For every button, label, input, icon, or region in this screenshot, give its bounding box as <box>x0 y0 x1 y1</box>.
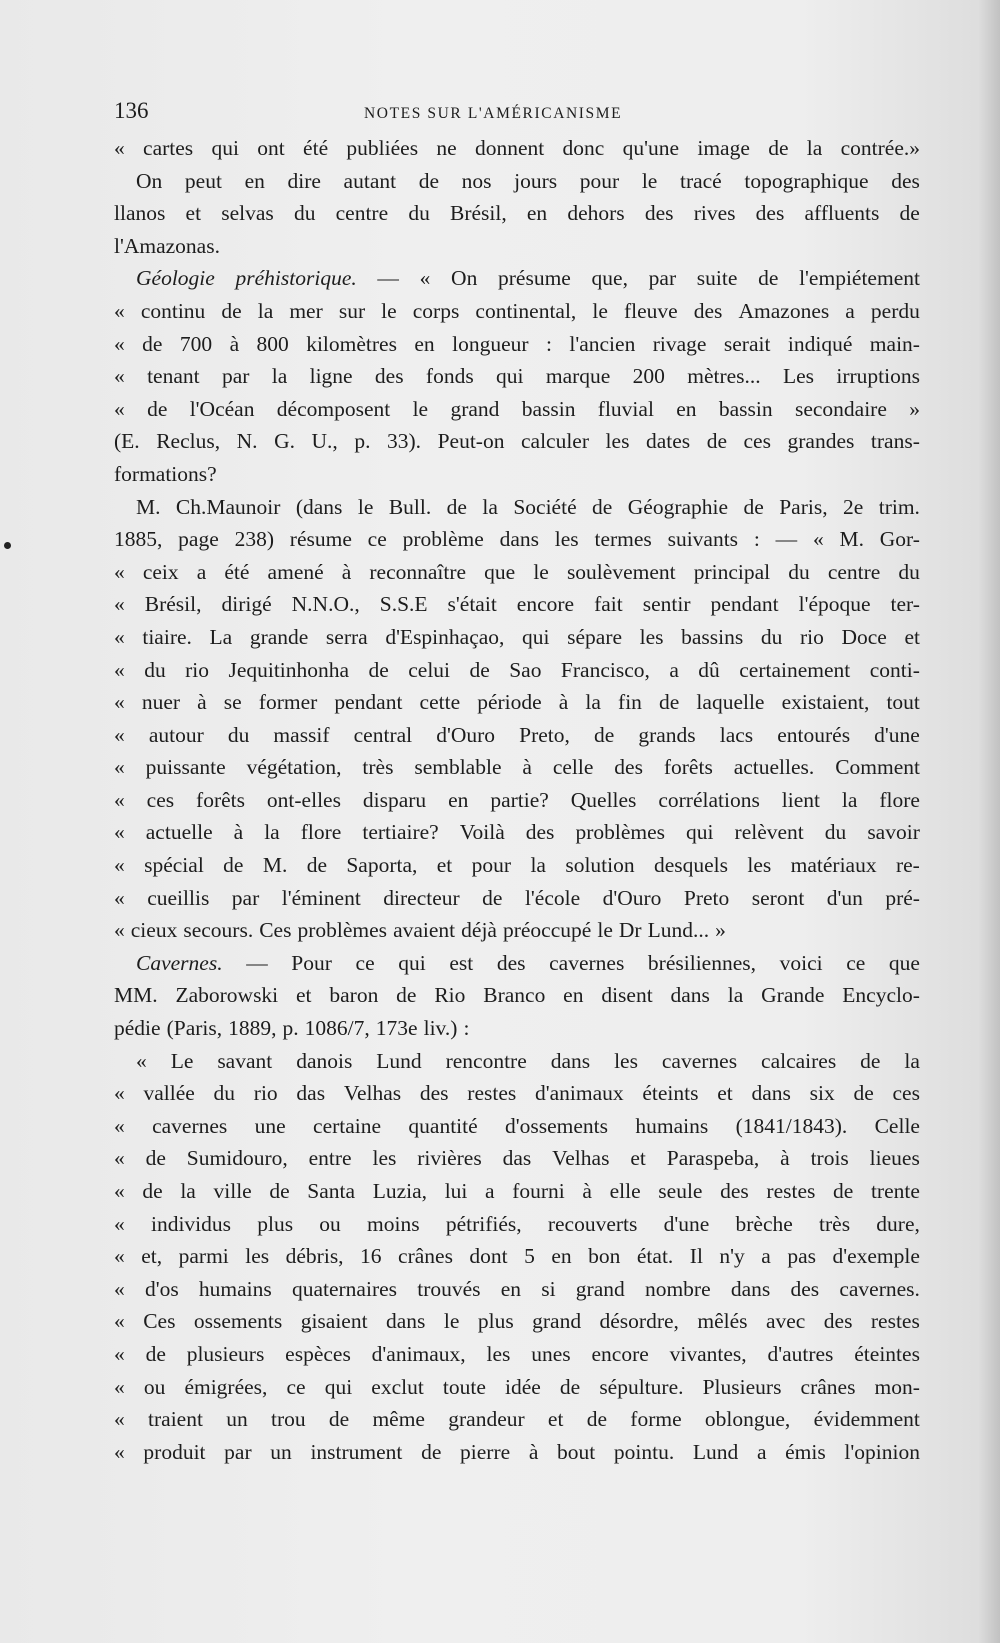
running-title: NOTES SUR L'AMÉRICANISME <box>364 105 623 122</box>
text-line: « cueillis par l'éminent directeur de l'école d'Ouro Preto seront d'un pré- <box>114 885 920 910</box>
running-head <box>114 98 920 128</box>
text-line: M. Ch.Maunoir (dans le Bull. de la Société de Géographie de Paris, 2e trim. <box>136 494 920 519</box>
text-line: « de Sumidouro, entre les rivières das Velhas et Paraspeba, à trois lieues <box>114 1146 920 1171</box>
text-line: « du rio Jequitinhonha de celui de Sao Francisco, a dû certainement conti- <box>114 657 920 682</box>
text-line: « de l'Océan décomposent le grand bassin fluvial en bassin secondaire » <box>114 396 920 421</box>
text-line: Géologie préhistorique. — « On présume que, par suite de l'empiétement <box>136 266 920 291</box>
text-line: MM. Zaborowski et baron de Rio Branco en disent dans la Grande Encyclo- <box>114 983 920 1008</box>
text-line: pédie (Paris, 1889, p. 1086/7, 173e liv.) : <box>114 1016 470 1041</box>
page-edge-shadow <box>978 0 1000 1643</box>
text-line: « Ces ossements gisaient dans le plus grand désordre, mêlés avec des restes <box>114 1309 920 1334</box>
text-line: « de 700 à 800 kilomètres en longueur : l'ancien rivage serait indiqué main- <box>114 331 920 356</box>
text-line: « tenant par la ligne des fonds qui marque 200 mètres... Les irruptions <box>114 364 920 389</box>
text-line: « de la ville de Santa Luzia, lui a fourni à elle seule des restes de trente <box>114 1179 920 1203</box>
text-line: « Brésil, dirigé N.N.O., S.S.E s'était encore fait sentir pendant l'époque ter- <box>114 592 920 617</box>
text-line: « individus plus ou moins pétrifiés, recouverts d'une brèche très dure, <box>114 1211 920 1236</box>
margin-mark <box>4 542 11 549</box>
text-line: Cavernes. — Pour ce qui est des cavernes brésiliennes, voici ce que <box>136 950 920 975</box>
text-line: « ceix a été amené à reconnaître que le soulèvement principal du centre du <box>114 559 920 584</box>
text-line: 1885, page 238) résume ce problème dans les termes suivants : — « M. Gor- <box>114 527 920 552</box>
text-line: « ou émigrées, ce qui exclut toute idée de sépulture. Plusieurs crânes mon- <box>114 1374 920 1399</box>
text-line: On peut en dire autant de nos jours pour le tracé topographique des <box>136 168 920 193</box>
text-line: « tiaire. La grande serra d'Espinhaçao, qui sépare les bassins du rio Doce et <box>114 624 920 649</box>
page-number: 136 <box>114 98 149 123</box>
text-line: (E. Reclus, N. G. U., p. 33). Peut-on calculer les dates de ces grandes trans- <box>114 429 920 454</box>
text-line: « traient un trou de même grandeur et de forme oblongue, évidemment <box>114 1407 920 1432</box>
text-line: « cartes qui ont été publiées ne donnent donc qu'une image de la contrée.» <box>114 136 920 160</box>
text-line: l'Amazonas. <box>114 233 220 258</box>
text-line: « cieux secours. Ces problèmes avaient déjà préoccupé le Dr Lund... » <box>114 918 726 943</box>
text-line: « d'os humains quaternaires trouvés en si grand nombre dans des cavernes. <box>114 1276 920 1301</box>
body-text <box>114 132 920 1468</box>
text-line: « de plusieurs espèces d'animaux, les unes encore vivantes, d'autres éteintes <box>114 1341 920 1366</box>
text-line: formations? <box>114 461 217 486</box>
text-line: « produit par un instrument de pierre à bout pointu. Lund a émis l'opinion <box>114 1439 920 1464</box>
text-line: « cavernes une certaine quantité d'ossements humains (1841/1843). Celle <box>114 1113 920 1138</box>
text-line: « Le savant danois Lund rencontre dans les cavernes calcaires de la <box>136 1048 920 1073</box>
text-line: « actuelle à la flore tertiaire? Voilà des problèmes qui relèvent du savoir <box>114 820 920 845</box>
text-line: « et, parmi les débris, 16 crânes dont 5 en bon état. Il n'y a pas d'exemple <box>114 1244 920 1269</box>
text-line: « vallée du rio das Velhas des restes d'animaux éteints et dans six de ces <box>114 1081 920 1106</box>
text-line: « autour du massif central d'Ouro Preto, de grands lacs entourés d'une <box>114 722 920 747</box>
text-line: « spécial de M. de Saporta, et pour la solution desquels les matériaux re- <box>114 853 920 878</box>
text-line: « nuer à se former pendant cette période à la fin de laquelle existaient, tout <box>114 690 920 715</box>
text-line: « puissante végétation, très semblable à celle des forêts actuelles. Comment <box>114 755 920 780</box>
text-line: « ces forêts ont-elles disparu en partie? Quelles corrélations lient la flore <box>114 787 920 812</box>
text-line: llanos et selvas du centre du Brésil, en dehors des rives des affluents de <box>114 201 920 226</box>
text-line: « continu de la mer sur le corps continental, le fleuve des Amazones a perdu <box>114 298 920 323</box>
